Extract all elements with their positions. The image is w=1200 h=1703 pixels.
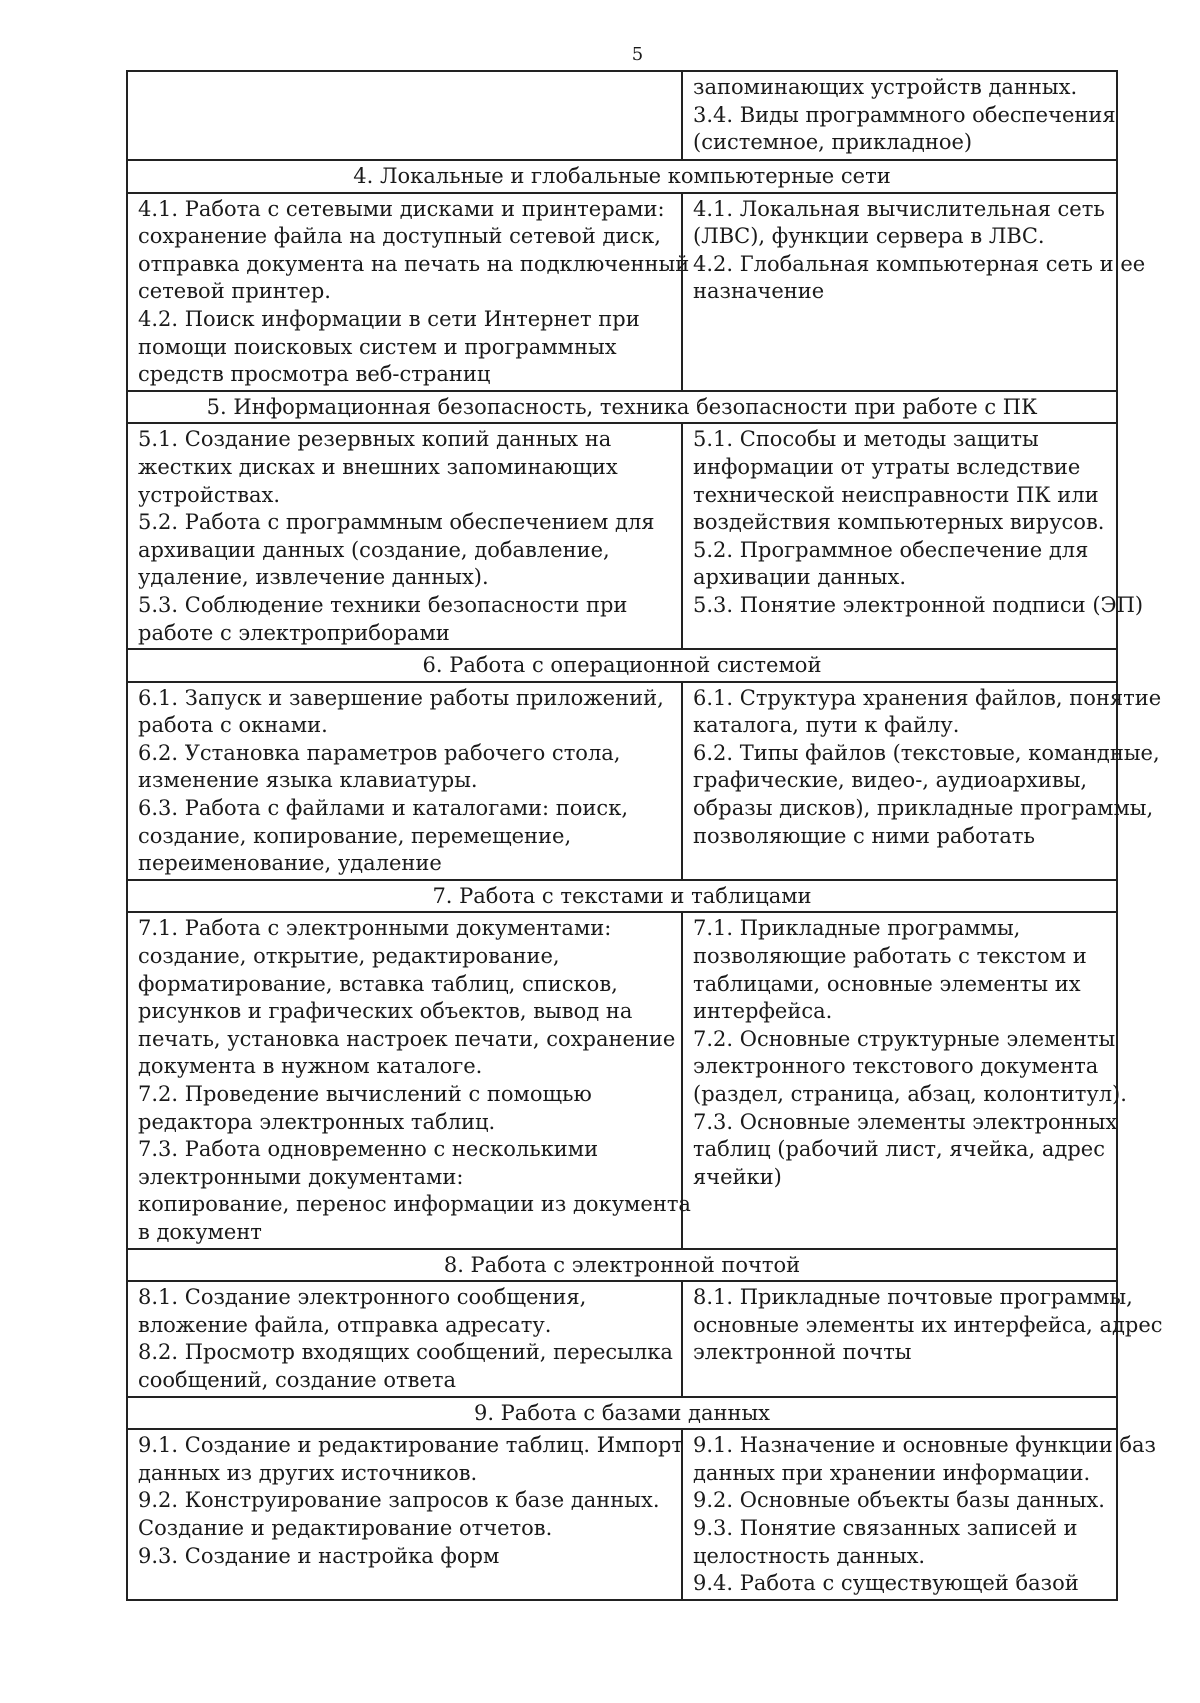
cell-line: 8.1. Прикладные почтовые программы, [693, 1285, 1133, 1310]
continuation-left-cell [127, 71, 682, 160]
cell-line: 5.2. Работа с программным обеспечением для [138, 510, 655, 535]
cell-line: устройствах. [138, 482, 281, 507]
section-content-row [127, 1429, 1117, 1600]
cell-line: создание, открытие, редактирование, [138, 944, 560, 969]
skills-cell [127, 193, 690, 391]
skills-cell [127, 912, 691, 1248]
section-content-row [127, 682, 1117, 880]
cell-line: Создание и редактирование отчетов. [138, 1515, 553, 1540]
section-title: 4. Локальные и глобальные компьютерные сети [127, 160, 1117, 193]
cell-line: 5.2. Программное обеспечение для [693, 537, 1089, 562]
knowledge-cell [682, 423, 1144, 649]
section-header-row [127, 649, 1117, 682]
cell-line: 7.2. Проведение вычислений с помощью [138, 1082, 592, 1106]
section-header-row [127, 391, 1117, 424]
cell-line: 9.1. Назначение и основные функции баз [693, 1433, 1157, 1458]
cell-line: архивации данных (создание, добавление, [138, 537, 610, 562]
section-header-row [127, 880, 1117, 913]
cell-line: рисунков и графических объектов, вывод на [138, 999, 633, 1024]
cell-line: редактора электронных таблиц. [138, 1109, 496, 1134]
cell-line: 6.1. Запуск и завершение работы приложений, [138, 685, 664, 710]
cell-line: 9.2. Конструирование запросов к базе данных. [138, 1488, 660, 1513]
cell-line: 4.2. Поиск информации в сети Интернет при [138, 306, 640, 331]
cell-line: 7.3. Работа одновременно с несколькими [138, 1137, 599, 1162]
cell-line: 5.1. Способы и методы защиты [693, 427, 1039, 452]
cell-line: образы дисков), прикладные программы, [693, 796, 1154, 821]
cell-line: копирование, перенос информации из документа [138, 1192, 691, 1217]
section-content-row [127, 193, 1117, 391]
cell-line: печать, установка настроек печати, сохранение [138, 1026, 676, 1051]
cell-line: позволяющие с ними работать [693, 823, 1035, 848]
cell-line: 7.3. Основные элементы электронных [693, 1109, 1118, 1134]
cell-line: переименование, удаление [138, 851, 442, 876]
continuation-row [127, 71, 1117, 160]
skills-cell [127, 1429, 682, 1600]
cell-line: интерфейса. [693, 999, 833, 1024]
section-content-row [127, 423, 1117, 649]
cell-line: 9.2. Основные объекты базы данных. [693, 1488, 1105, 1513]
cell-line: электронными документами: [138, 1164, 464, 1189]
cell-line: изменение языка клавиатуры. [138, 768, 478, 793]
cell-line: (раздел, страница, абзац, колонтитул). [693, 1082, 1127, 1106]
section-title: 9. Работа с базами данных [127, 1397, 1117, 1430]
cell-line: 8.2. Просмотр входящих сообщений, пересылка [138, 1340, 673, 1365]
cell-line: 9.4. Работа с существующей базой [693, 1571, 1079, 1596]
cell-line: позволяющие работать с текстом и [693, 944, 1087, 969]
cell-line: данных из других источников. [138, 1460, 478, 1485]
cell-line: документа в нужном каталоге. [138, 1054, 483, 1079]
cell-line: каталога, пути к файлу. [693, 713, 960, 738]
cell-line: сохранение файла на доступный сетевой диск, [138, 224, 661, 249]
cell-line: 6.1. Структура хранения файлов, понятие [693, 685, 1162, 710]
section-header-row [127, 1249, 1117, 1282]
cell-line: электронного текстового документа [693, 1054, 1099, 1079]
cell-line: 4.1. Работа с сетевыми дисками и принтерами: [138, 196, 665, 221]
cell-line: отправка документа на печать на подключенный [138, 251, 690, 276]
cell-line: в документ [138, 1219, 262, 1244]
cell-line: 9.1. Создание и редактирование таблиц. Импорт [138, 1433, 684, 1458]
cell-line: 7.2. Основные структурные элементы [693, 1026, 1116, 1051]
cell-line: помощи поисковых систем и программных [138, 334, 617, 359]
cell-line: информации от утраты вследствие [693, 454, 1081, 479]
page-number: 5 [631, 44, 644, 65]
cell-line: 7.1. Прикладные программы, [693, 916, 1021, 941]
cell-line: 7.1. Работа с электронными документами: [138, 916, 612, 941]
cell-line: ячейки) [693, 1164, 782, 1189]
cell-line: средств просмотра веб-страниц [138, 362, 491, 387]
cell-line: архивации данных. [693, 565, 906, 590]
cell-line: 4.1. Локальная вычислительная сеть [693, 196, 1105, 221]
cell-line: форматирование, вставка таблиц, списков, [138, 971, 618, 996]
knowledge-cell [682, 1281, 1163, 1396]
table-body [127, 71, 1163, 1600]
cell-line: 3.4. Виды программного обеспечения [693, 102, 1116, 127]
curriculum-table [126, 70, 1163, 1601]
cell-line: жестких дисках и внешних запоминающих [138, 454, 618, 479]
cell-line: таблиц (рабочий лист, ячейка, адрес [693, 1137, 1105, 1162]
cell-line: работе с электроприборами [138, 620, 450, 645]
knowledge-cell [682, 682, 1162, 880]
cell-line: удаление, извлечение данных). [138, 565, 489, 590]
cell-line: данных при хранении информации. [693, 1460, 1091, 1485]
cell-line: запоминающих устройств данных. [693, 75, 1078, 99]
cell-line: 9.3. Создание и настройка форм [138, 1543, 500, 1568]
section-header-row [127, 1397, 1117, 1430]
cell-line: 6.2. Установка параметров рабочего стола, [138, 740, 621, 765]
cell-line: 5.3. Соблюдение техники безопасности при [138, 592, 628, 617]
cell-line: создание, копирование, перемещение, [138, 823, 572, 848]
section-content-row [127, 912, 1117, 1248]
cell-line: сообщений, создание ответа [138, 1367, 457, 1392]
cell-line: технической неисправности ПК или [693, 482, 1099, 507]
cell-line: таблицами, основные элементы их [693, 971, 1081, 996]
cell-line: воздействия компьютерных вирусов. [693, 510, 1105, 535]
cell-line: графические, видео-, аудиоархивы, [693, 768, 1088, 793]
section-title: 7. Работа с текстами и таблицами [127, 880, 1117, 913]
cell-line: назначение [693, 279, 825, 304]
cell-line: 6.2. Типы файлов (текстовые, командные, [693, 740, 1160, 765]
cell-line: 9.3. Понятие связанных записей и [693, 1515, 1078, 1540]
cell-line: электронной почты [693, 1340, 912, 1365]
skills-cell [127, 1281, 682, 1396]
cell-line: основные элементы их интерфейса, адрес [693, 1312, 1163, 1337]
cell-line: 8.1. Создание электронного сообщения, [138, 1285, 587, 1310]
section-title: 6. Работа с операционной системой [127, 649, 1117, 682]
skills-cell [127, 423, 682, 649]
cell-line: работа с окнами. [138, 713, 328, 738]
knowledge-cell [682, 193, 1146, 391]
knowledge-cell [682, 1429, 1157, 1600]
section-title: 8. Работа с электронной почтой [127, 1249, 1117, 1282]
cell-line: 5.3. Понятие электронной подписи (ЭП) [693, 592, 1144, 617]
cell-line: 6.3. Работа с файлами и каталогами: поиск, [138, 796, 628, 821]
section-title: 5. Информационная безопасность, техника безопасности при работе с ПК [127, 391, 1117, 424]
cell-line: целостность данных. [693, 1543, 926, 1568]
section-header-row [127, 160, 1117, 193]
knowledge-cell [682, 912, 1127, 1248]
continuation-right-cell [682, 71, 1117, 160]
cell-line: (ЛВС), функции сервера в ЛВС. [693, 224, 1045, 249]
section-content-row [127, 1281, 1117, 1396]
cell-line: сетевой принтер. [138, 279, 331, 304]
cell-line: 4.2. Глобальная компьютерная сеть и ее [693, 251, 1146, 276]
cell-line: 5.1. Создание резервных копий данных на [138, 427, 612, 452]
skills-cell [127, 682, 682, 880]
cell-line: (системное, прикладное) [693, 130, 973, 155]
cell-line: вложение файла, отправка адресату. [138, 1312, 552, 1337]
